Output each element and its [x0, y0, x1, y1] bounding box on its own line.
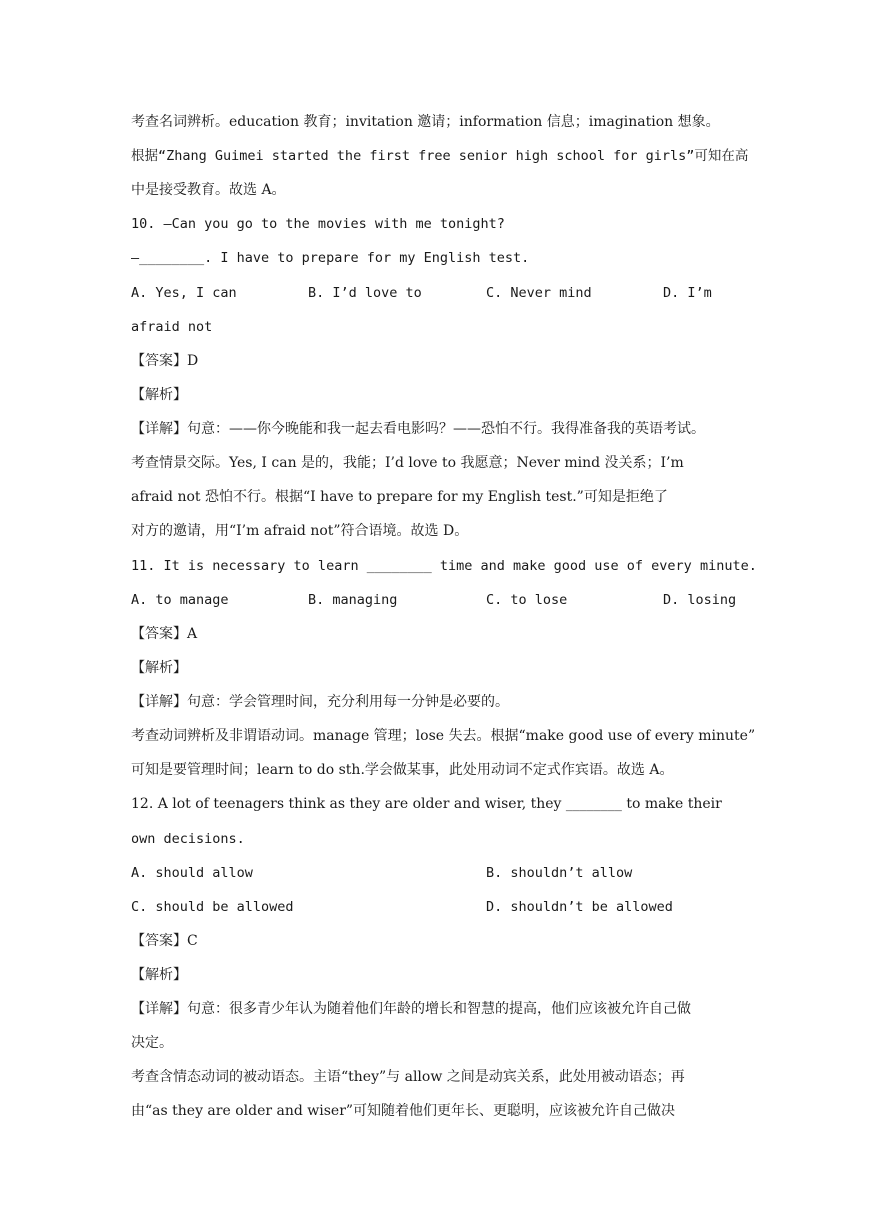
q11-option-d: D. losing: [663, 592, 737, 608]
answer-label: 【答案】D: [131, 353, 199, 369]
analysis-line: 中是接受教育。故选 A。: [131, 182, 286, 198]
q10-option-b: B. I’d love to: [308, 285, 422, 301]
q11-option-a: A. to manage: [131, 592, 229, 608]
analysis-label: 【解析】: [131, 967, 187, 983]
q12-option-b: B. shouldn’t allow: [486, 865, 633, 881]
analysis-line: 考查名词辨析。education 教育；invitation 邀请；information 信息；imagination 想象。: [131, 114, 720, 130]
explanation-line: 【详解】句意：学会管理时间，充分利用每一分钟是必要的。: [131, 694, 509, 710]
explanation-line: afraid not 恐怕不行。根据“I have to prepare for my English test.”可知是拒绝了: [131, 489, 668, 505]
explanation-line: 决定。: [131, 1035, 173, 1051]
explanation-line: 考查含情态动词的被动语态。主语“they”与 allow 之间是动宾关系，此处用被动语态；再: [131, 1069, 685, 1085]
explanation-line: 由“as they are older and wiser”可知随着他们更年长、更聪明，应该被允许自己做决: [131, 1103, 676, 1119]
q10-option-c: C. Never mind: [486, 285, 592, 301]
question-12-line2: own decisions.: [131, 831, 245, 847]
answer-label: 【答案】C: [131, 933, 198, 949]
analysis-line: 根据“Zhang Guimei started the first free senior high school for girls”可知在高: [131, 148, 749, 164]
answer-label: 【答案】A: [131, 626, 198, 642]
q10-option-d: D. I’m: [663, 285, 712, 301]
q12-option-c: C. should be allowed: [131, 899, 294, 915]
explanation-line: 对方的邀请，用“I’m afraid not”符合语境。故选 D。: [131, 523, 469, 539]
explanation-line: 可知是要管理时间；learn to do sth.学会做某事，此处用动词不定式作宾语。故选 A。: [131, 762, 674, 778]
explanation-line: 考查动词辨析及非谓语动词。manage 管理；lose 失去。根据“make good use of every minute”: [131, 728, 756, 744]
question-11: 11. It is necessary to learn ________ time and make good use of every minute.: [131, 558, 757, 574]
explanation-line: 考查情景交际。Yes, I can 是的，我能；I’d love to 我愿意；Never mind 没关系；I’m: [131, 455, 684, 471]
q12-option-d: D. shouldn’t be allowed: [486, 899, 673, 915]
explanation-line: 【详解】句意：——你今晚能和我一起去看电影吗？——恐怕不行。我得准备我的英语考试。: [131, 421, 705, 437]
analysis-label: 【解析】: [131, 387, 187, 403]
q10-option-a: A. Yes, I can: [131, 285, 237, 301]
analysis-label: 【解析】: [131, 660, 187, 676]
q11-option-c: C. to lose: [486, 592, 568, 608]
question-10-line2: —________. I have to prepare for my English test.: [131, 250, 530, 266]
q10-option-d-wrap: afraid not: [131, 319, 213, 335]
explanation-line: 【详解】句意：很多青少年认为随着他们年龄的增长和智慧的提高，他们应该被允许自己做: [131, 1001, 691, 1017]
q11-option-b: B. managing: [308, 592, 398, 608]
question-12: 12. A lot of teenagers think as they are older and wiser, they ________ to make their: [131, 796, 722, 812]
q12-option-a: A. should allow: [131, 865, 253, 881]
question-10: 10. —Can you go to the movies with me tonight?: [131, 216, 505, 232]
